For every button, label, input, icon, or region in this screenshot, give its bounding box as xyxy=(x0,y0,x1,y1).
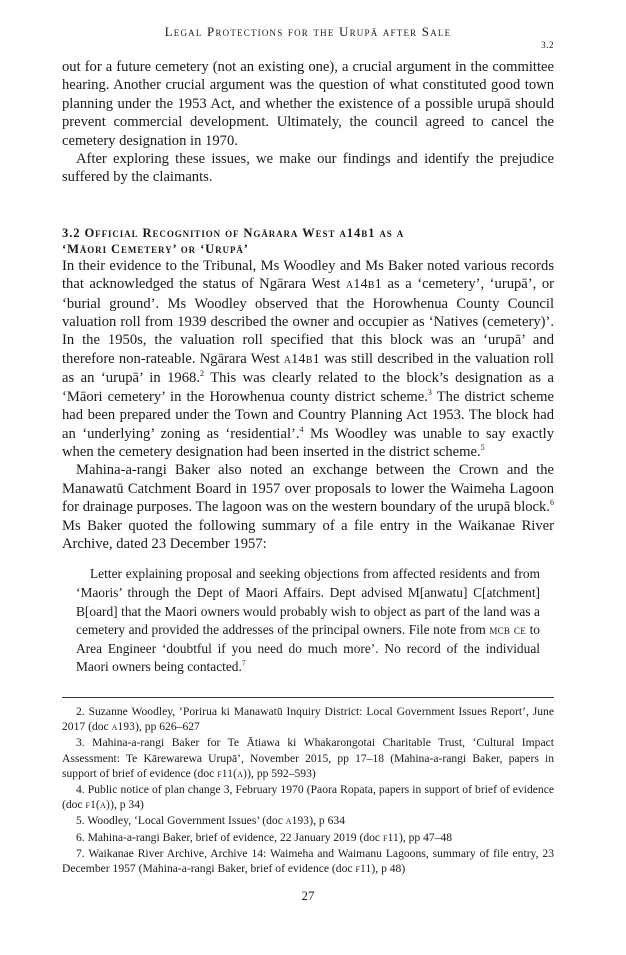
block-reference: a14b1 xyxy=(283,351,320,367)
footnote-7 xyxy=(62,846,554,877)
text-run: Letter explaining proposal and seeking objections from affected residents and from ‘Maoris’ through the Dept of Maori Affairs. Dept advised M[anwatu] C[atchment] B[oard] that the Maori owners would probably wish to object as part of the land was a cemetery and provided the addresses of the principal owners. File note from xyxy=(76,566,540,638)
text-run: 4. Public notice of plan change 3, February 1970 (Paora Ropata, papers in support of brief of evidence (doc xyxy=(62,783,554,812)
text-run: 3. Mahina-a-rangi Baker for Te Ātiawa ki Whakarongotai Charitable Trust, ‘Cultural Impact Assessment: Te Kārewarewa Urupā’, November 2015, pp 17–18 (Mahina-a-rangi Baker, papers in support of brief of evidence (doc xyxy=(62,736,554,780)
text-run: 6. Mahina-a-rangi Baker, brief of evidence, 22 January 2019 (doc xyxy=(76,830,383,844)
footnote-5 xyxy=(62,813,554,829)
text-run: Ms Baker quoted the following summary of a file entry in the Waikanae River Archive, dated 23 December 1957: xyxy=(62,517,554,552)
footnote-2 xyxy=(62,704,554,735)
footnote-divider xyxy=(62,697,554,698)
text-run: ), p 634 xyxy=(309,814,345,828)
text-run: 7. Waikanae River Archive, Archive 14: Waimeha and Waimanu Lagoons, summary of file entry, 23 December 1957 (Mahina-a-rangi Baker, brief of evidence (doc xyxy=(62,846,554,876)
footnotes xyxy=(62,704,554,877)
text-run: as a ‘cemetery’, ‘urupā’, or ‘burial ground’. Ms Woodley observed that the Horowhenua County Council valuation roll from 1939 described the owner and occupier as ‘Natives (cemetery)’. In the 1950s, the valuation roll specified that this block was an ‘urupā’ and therefore non-rateable. Ngārara West xyxy=(62,276,554,367)
text-run: was still described in the valuation roll as an ‘urupā’ in 1968. xyxy=(62,350,554,387)
section-heading-line-1: 3.2 Official Recognition of Ngārara West a14b1 as a xyxy=(62,225,405,240)
block-quote-text xyxy=(76,565,540,677)
document-reference: a193 xyxy=(111,721,136,734)
text-run: Ms Woodley was unable to say exactly when the cemetery designation had been inserted in the district scheme. xyxy=(62,425,555,460)
body-text xyxy=(62,58,554,677)
section-tag: 3.2 xyxy=(541,40,554,50)
document-reference: a193 xyxy=(285,815,310,828)
paragraph-evidence xyxy=(62,257,554,461)
footnote-ref[interactable]: 6 xyxy=(549,498,554,508)
intro-paragraph-2: After exploring these issues, we make our findings and identify the prejudice suffered by the claimants. xyxy=(62,151,554,186)
intro-paragraph-1: out for a future cemetery (not an existing one), a crucial argument in the committee hearing. Another crucial argument was the question of what constituted good town planning under the 1953 Act, and whether the existence of a possible urupā should prevent commercial development. Ultimately, the council agreed to cancel the cemetery designation in 1970. xyxy=(62,59,554,149)
paragraph-catchment-board xyxy=(62,461,554,553)
footnote-ref[interactable]: 2 xyxy=(199,369,204,379)
footnote-6 xyxy=(62,830,554,846)
footnote-3 xyxy=(62,735,554,782)
text-run: 2. Suzanne Woodley, ‘Porirua ki Manawatū Inquiry District: Local Government Issues Report’, June 2017 (doc xyxy=(62,705,554,734)
text-run: ), pp 47–48 xyxy=(398,830,453,844)
document-reference: f11 xyxy=(355,863,372,876)
running-head: Legal Protections for the Urupā after Sale xyxy=(164,24,452,39)
document-reference: f1(a) xyxy=(85,799,111,812)
footnote-ref[interactable]: 7 xyxy=(241,658,246,668)
footnote-ref[interactable]: 5 xyxy=(480,443,485,453)
text-run: to Area Engineer ‘doubtful if you need do much more’. No record of the individual Maori owners being contacted. xyxy=(76,622,540,675)
footnote-ref[interactable]: 4 xyxy=(299,424,304,434)
text-run: ), p 48) xyxy=(371,862,406,876)
section-heading xyxy=(62,225,554,257)
text-run: ), pp 592–593) xyxy=(247,766,316,780)
text-run: The district scheme had been prepared under the Town and Country Planning Act 1953. The block had an ‘underlying’ zoning as ‘residential’. xyxy=(62,388,555,442)
block-reference: a14b1 xyxy=(345,277,382,293)
footnote-ref[interactable]: 3 xyxy=(427,387,432,397)
text-run: This was clearly related to the block’s designation as a ‘Māori cemetery’ in the Horowhenua county district scheme. xyxy=(62,370,555,405)
text-run: ), p 34) xyxy=(110,798,144,812)
page-number: 27 xyxy=(301,888,315,903)
section-heading-line-2: ‘Māori Cemetery’ or ‘Urupā’ xyxy=(62,241,249,256)
document-reference: mcb ce xyxy=(489,623,527,638)
block-quote xyxy=(76,565,540,677)
text-run: ), pp 626–627 xyxy=(135,720,200,734)
text-run: In their evidence to the Tribunal, Ms Woodley and Ms Baker noted various records that acknowledged the status of Ngārara West xyxy=(62,257,554,293)
footnote-4 xyxy=(62,782,554,813)
text-run: 5. Woodley, ‘Local Government Issues’ (doc xyxy=(76,814,286,828)
document-reference: f11 xyxy=(382,831,399,844)
text-run: Mahina-a-rangi Baker also noted an exchange between the Crown and the Manawatū Catchment Board in 1957 over proposals to lower the Waimeha Lagoon for drainage purposes. The lagoon was on the western boundary of the urupā block. xyxy=(62,462,554,516)
document-reference: f11(a) xyxy=(217,767,248,780)
